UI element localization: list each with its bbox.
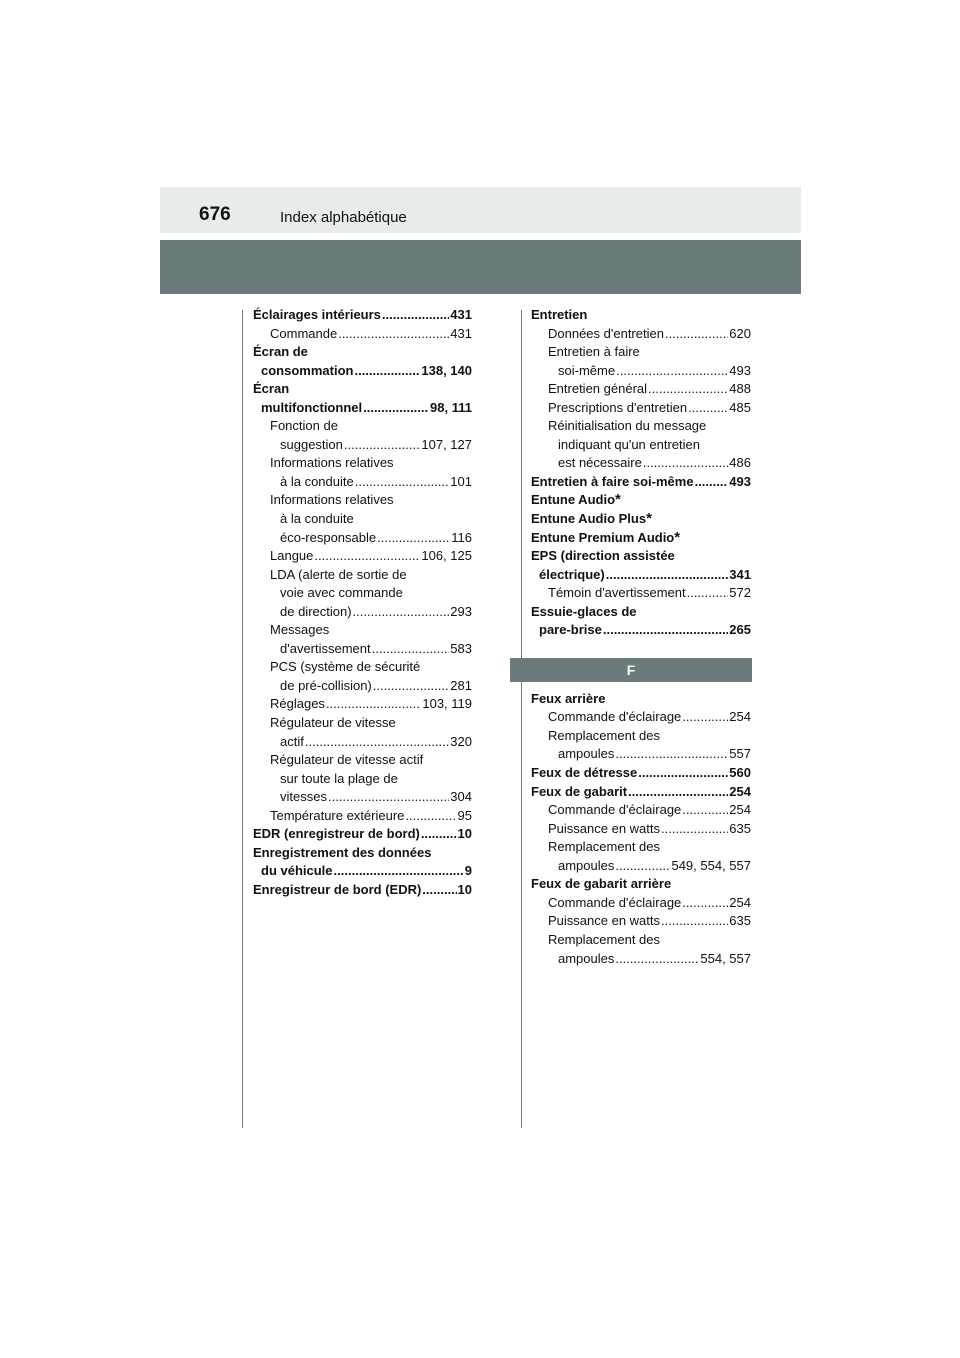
index-entry-term: d'avertissement xyxy=(280,640,371,656)
index-entry-term: éco-responsable xyxy=(280,529,377,545)
index-entry-term: Entune Audio xyxy=(531,492,616,508)
index-entry-term: Commande d'éclairage xyxy=(548,802,682,818)
index-entry-page: 107, 127 xyxy=(421,436,472,452)
index-entry xyxy=(253,770,472,789)
index-entry xyxy=(531,931,751,950)
column-divider-left xyxy=(242,310,243,1128)
index-entry-page: 9 xyxy=(464,863,472,879)
index-entry-page: 493 xyxy=(729,473,751,489)
index-entry-term: EDR (enregistreur de bord) xyxy=(253,826,420,842)
index-entry xyxy=(531,838,751,857)
index-entry xyxy=(253,881,472,900)
index-entry xyxy=(531,950,751,969)
index-entry xyxy=(253,529,472,548)
index-entry-term: Feux de détresse xyxy=(531,765,638,781)
index-entry xyxy=(531,621,751,640)
index-entry-page: 635 xyxy=(729,820,751,836)
leader-dots xyxy=(628,783,728,802)
index-entry xyxy=(253,733,472,752)
index-entry xyxy=(253,788,472,807)
index-entry-term: de direction) xyxy=(280,603,352,619)
index-entry-page: 560 xyxy=(729,765,751,781)
index-entry-page: 116 xyxy=(451,529,472,545)
index-entry xyxy=(531,820,751,839)
index-entry xyxy=(531,362,751,381)
index-entry-term: Informations relatives xyxy=(270,492,394,508)
index-entry-term: Remplacement des xyxy=(548,931,660,947)
leader-dots xyxy=(382,306,449,325)
index-entry xyxy=(253,677,472,696)
index-entry-page: 493 xyxy=(729,362,751,378)
index-entry-page: 485 xyxy=(729,399,751,415)
index-entry-term: EPS (direction assistée xyxy=(531,548,675,564)
index-entry xyxy=(253,566,472,585)
header-band xyxy=(160,240,801,294)
index-entry-term: Essuie-glaces de xyxy=(531,603,637,619)
index-entry: Entune Audio Plus * xyxy=(531,510,652,528)
index-entry-page: 486 xyxy=(729,455,751,471)
index-entry-page: 554, 557 xyxy=(700,950,751,966)
index-entry-term: indiquant qu'un entretien xyxy=(558,436,700,452)
leader-dots xyxy=(334,862,464,881)
index-entry-term: PCS (système de sécurité xyxy=(270,659,421,675)
index-column-right xyxy=(531,306,751,968)
index-column-left xyxy=(253,306,472,900)
index-entry-term: voie avec commande xyxy=(280,585,403,601)
index-entry-page: 304 xyxy=(450,789,472,805)
leader-dots xyxy=(422,881,456,900)
index-entry xyxy=(253,862,472,881)
index-entry xyxy=(253,399,472,418)
index-entry xyxy=(531,894,751,913)
index-entry-term: Feux de gabarit arrière xyxy=(531,876,672,892)
index-entry-term: multifonctionnel xyxy=(261,399,363,415)
index-entry-term: Entune Premium Audio xyxy=(531,529,675,545)
index-entry xyxy=(531,727,751,746)
leader-dots xyxy=(615,857,670,876)
index-entry-page: 620 xyxy=(729,325,751,341)
index-entry-term: de pré-collision) xyxy=(280,677,372,693)
index-entry-page: 265 xyxy=(729,622,751,638)
index-entry xyxy=(531,801,751,820)
index-entry-term: Langue xyxy=(270,548,314,564)
index-entry xyxy=(253,343,472,362)
index-entry xyxy=(531,380,751,399)
index-entry-term: Commande d'éclairage xyxy=(548,894,682,910)
index-entry xyxy=(253,380,472,399)
index-entry: Entune Premium Audio * xyxy=(531,528,681,546)
index-entry-term: ampoules xyxy=(558,857,615,873)
index-entry xyxy=(253,751,472,770)
index-entry-term: Enregistrement des données xyxy=(253,844,432,860)
leader-dots xyxy=(372,640,450,659)
leader-dots xyxy=(616,362,728,381)
index-entry xyxy=(531,690,751,709)
index-entry xyxy=(253,714,472,733)
leader-dots xyxy=(661,912,728,931)
index-entry-page: 293 xyxy=(450,603,472,619)
header-bar xyxy=(160,187,801,233)
index-entry-term: à la conduite xyxy=(280,473,354,489)
index-entry-term: Informations relatives xyxy=(270,455,394,471)
index-entry xyxy=(531,857,751,876)
leader-dots xyxy=(305,733,449,752)
index-entry-page: 488 xyxy=(729,381,751,397)
page-number: 676 xyxy=(199,204,231,225)
leader-dots xyxy=(373,677,450,696)
index-entry: Entune Audio * xyxy=(531,491,621,509)
leader-dots xyxy=(314,547,420,566)
index-entry-term: du véhicule xyxy=(261,863,333,879)
index-entry-page: 106, 125 xyxy=(421,548,472,564)
index-entry-term: Témoin d'avertissement xyxy=(548,585,686,601)
index-entry-term: Fonction de xyxy=(270,418,338,434)
leader-dots xyxy=(688,399,728,418)
index-entry-term: Puissance en watts xyxy=(548,820,661,836)
index-entry-term: Feux arrière xyxy=(531,690,606,706)
index-entry-term: vitesses xyxy=(280,789,327,805)
leader-dots xyxy=(405,807,456,826)
leader-dots xyxy=(643,454,728,473)
index-entry-page: 254 xyxy=(729,894,751,910)
index-entry-page: 557 xyxy=(729,746,751,762)
leader-dots xyxy=(328,788,449,807)
index-entry xyxy=(253,325,472,344)
index-entry-page: 431 xyxy=(450,307,472,322)
index-entry-term: Commande xyxy=(270,325,338,341)
index-entry xyxy=(253,473,472,492)
index-entry-term: Régulateur de vitesse actif xyxy=(270,752,424,768)
index-entry-term: LDA (alerte de sortie de xyxy=(270,566,407,582)
index-entry xyxy=(531,708,751,727)
index-entry xyxy=(531,547,751,566)
leader-dots xyxy=(606,566,729,585)
index-entry-page: 254 xyxy=(729,802,751,818)
index-entry-term: Remplacement des xyxy=(548,727,660,743)
index-entry-term: Écran xyxy=(253,381,290,397)
section-letter-f: F xyxy=(510,658,752,682)
index-entry xyxy=(531,343,751,362)
leader-dots xyxy=(353,603,450,622)
leader-dots xyxy=(354,362,420,381)
index-entry-term: Enregistreur de bord (EDR) xyxy=(253,881,422,897)
leader-dots xyxy=(338,325,449,344)
index-entry-page: 281 xyxy=(450,677,472,693)
index-entry-term: à la conduite xyxy=(280,511,354,527)
index-entry xyxy=(531,584,751,603)
index-entry-term: Prescriptions d'entretien xyxy=(548,399,688,415)
index-entry xyxy=(253,417,472,436)
leader-dots xyxy=(638,764,728,783)
index-entry xyxy=(253,306,472,325)
index-entry-term: Puissance en watts xyxy=(548,913,661,929)
index-entry-page: 572 xyxy=(729,585,751,601)
index-entry xyxy=(531,603,751,622)
index-entry-term: Réinitialisation du message xyxy=(548,418,707,434)
leader-dots xyxy=(421,825,457,844)
index-group-f xyxy=(531,690,751,968)
leader-dots xyxy=(326,695,421,714)
index-entry-term: Données d'entretien xyxy=(548,325,664,341)
index-entry xyxy=(531,566,751,585)
index-entry xyxy=(253,695,472,714)
index-entry-term: Température extérieure xyxy=(270,807,405,823)
index-entry-term: Commande d'éclairage xyxy=(548,709,682,725)
index-entry xyxy=(531,454,751,473)
index-entry-term: ampoules xyxy=(558,746,615,762)
index-entry-term: actif xyxy=(280,733,304,749)
leader-dots xyxy=(661,820,728,839)
leader-dots xyxy=(665,325,728,344)
index-entry-page: 431 xyxy=(450,325,472,341)
index-entry-term: pare-brise xyxy=(539,622,602,638)
index-entry xyxy=(531,764,751,783)
index-entry xyxy=(253,658,472,677)
index-entry-term: Remplacement des xyxy=(548,839,660,855)
index-entry-term: ampoules xyxy=(558,950,615,966)
index-entry-page: 320 xyxy=(450,733,472,749)
section-title: Index alphabétique xyxy=(280,209,407,226)
index-entry xyxy=(253,362,472,381)
index-entry-page: 98, 111 xyxy=(430,399,472,415)
index-entry xyxy=(531,912,751,931)
index-entry xyxy=(253,510,472,529)
index-entry xyxy=(531,436,751,455)
index-entry-page: 103, 119 xyxy=(422,696,472,712)
index-entry-page: 10 xyxy=(457,826,472,842)
index-entry-page: 254 xyxy=(729,783,751,799)
index-entry-page: 635 xyxy=(729,913,751,929)
leader-dots xyxy=(682,894,728,913)
index-entry-term: soi-même xyxy=(558,362,616,378)
index-entry xyxy=(531,783,751,802)
index-entry xyxy=(253,436,472,455)
leader-dots xyxy=(355,473,450,492)
index-entry-page: 95 xyxy=(457,807,472,823)
index-entry-term: sur toute la plage de xyxy=(280,770,398,786)
index-entry-term: consommation xyxy=(261,362,354,378)
index-entry-term: Entretien général xyxy=(548,381,648,397)
index-entry-page: 138, 140 xyxy=(421,362,472,378)
index-entry-term: Éclairages intérieurs xyxy=(253,307,381,322)
index-entry-term: Entretien xyxy=(531,307,588,322)
index-entry xyxy=(531,875,751,894)
leader-dots xyxy=(344,436,421,455)
leader-dots xyxy=(377,529,450,548)
index-entry-term: Feux de gabarit xyxy=(531,783,628,799)
index-entry-page: 549, 554, 557 xyxy=(671,857,751,873)
leader-dots xyxy=(687,584,729,603)
index-entry-term: Écran de xyxy=(253,344,308,360)
index-entry xyxy=(253,454,472,473)
index-entry-term: Entretien à faire xyxy=(548,344,640,360)
index-entry-term: Messages xyxy=(270,622,330,638)
index-entry xyxy=(253,584,472,603)
index-entry-term: est nécessaire xyxy=(558,455,642,471)
column-divider-middle xyxy=(521,310,522,1128)
index-entry xyxy=(531,399,751,418)
index-entry xyxy=(253,807,472,826)
index-group-e xyxy=(531,306,751,640)
index-entry xyxy=(253,547,472,566)
index-entry xyxy=(253,844,472,863)
index-entry-term: Entretien à faire soi-même xyxy=(531,473,694,489)
index-entry-page: 254 xyxy=(729,709,751,725)
index-entry xyxy=(531,306,751,325)
index-entry-term: Réglages xyxy=(270,696,325,712)
leader-dots xyxy=(682,801,728,820)
leader-dots xyxy=(648,380,728,399)
index-entry xyxy=(531,417,751,436)
index-entry-term: Régulateur de vitesse xyxy=(270,715,396,731)
leader-dots xyxy=(695,473,729,492)
index-entry xyxy=(253,603,472,622)
leader-dots xyxy=(363,399,429,418)
index-entry xyxy=(253,621,472,640)
index-entry xyxy=(531,325,751,344)
leader-dots xyxy=(615,950,699,969)
index-entry xyxy=(531,745,751,764)
index-entry-page: 341 xyxy=(729,566,751,582)
leader-dots xyxy=(615,745,728,764)
index-entry xyxy=(531,473,751,492)
index-entry-page: 583 xyxy=(450,640,472,656)
leader-dots xyxy=(682,708,728,727)
index-entry-term: suggestion xyxy=(280,436,343,452)
index-entry-page: 10 xyxy=(457,881,472,897)
index-entry-term: électrique) xyxy=(539,566,605,582)
index-entry xyxy=(253,640,472,659)
leader-dots xyxy=(603,621,728,640)
index-entry xyxy=(253,491,472,510)
index-entry xyxy=(253,825,472,844)
index-entry-page: 101 xyxy=(450,473,472,489)
index-entry-term: Entune Audio Plus xyxy=(531,511,647,527)
